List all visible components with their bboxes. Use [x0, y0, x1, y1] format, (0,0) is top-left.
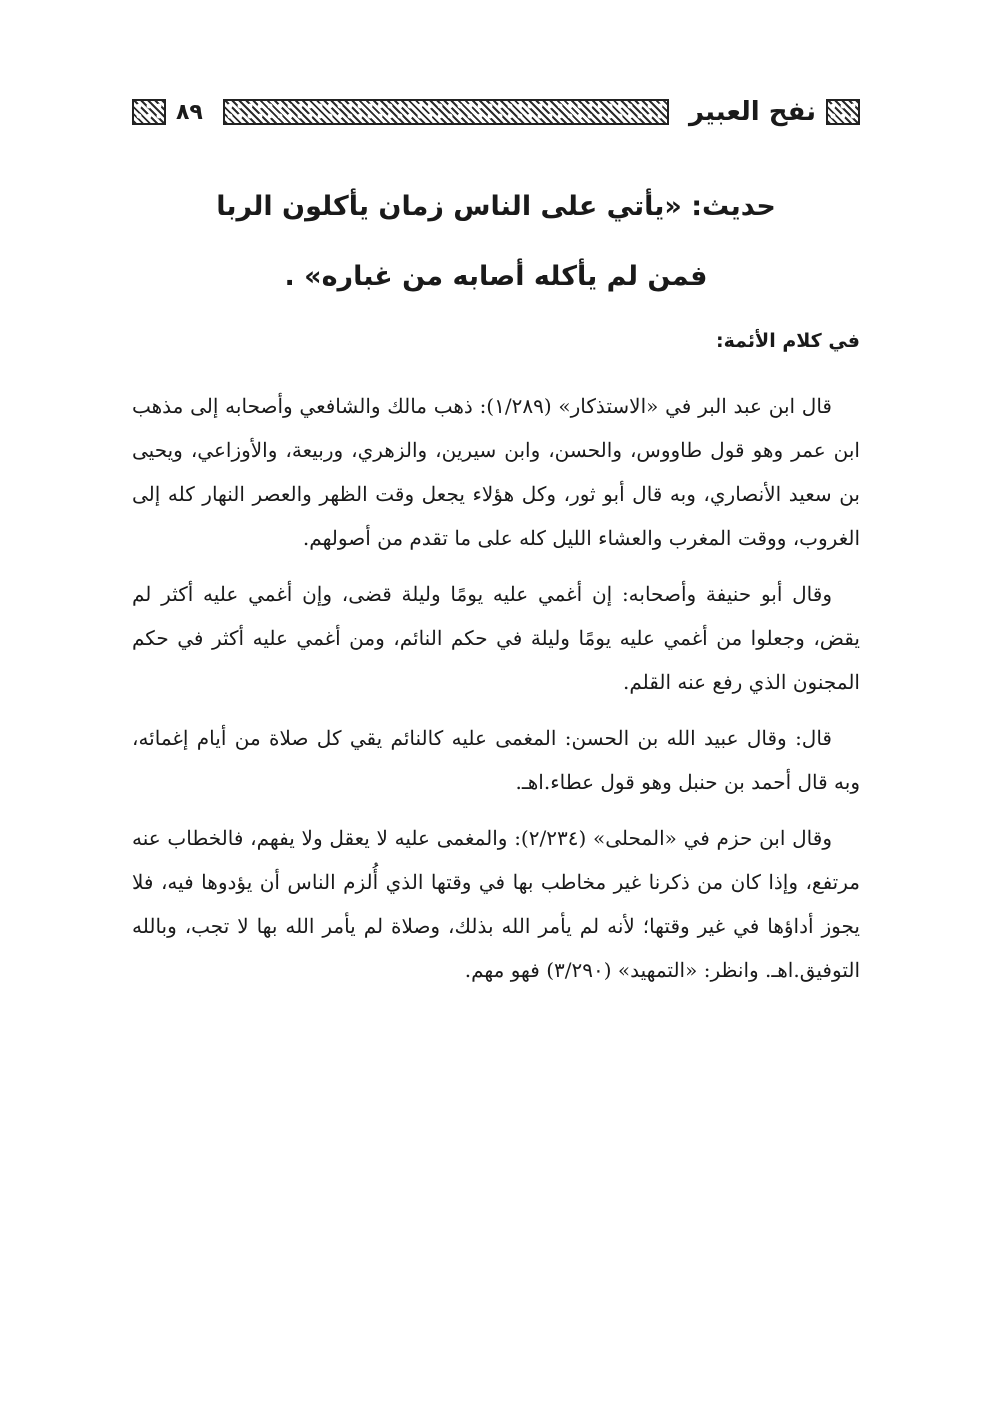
page-number: ٨٩	[176, 99, 203, 125]
book-title: نفح العبير	[688, 97, 816, 127]
paragraph-1: قال ابن عبد البر في «الاستذكار» (١/٢٨٩): ذهب مالك والشافعي وأصحابه إلى مذهب ابن عمر وهو قول طاووس، والحسن، وابن سيرين، والزهري، وربيعة، والأوزاعي، ويحيى بن سعيد الأنصاري، وبه قال أبو ثور، وكل هؤلاء يجعل وقت الظهر والعصر النهار كله إلى الغروب، ووقت المغرب والعشاء الليل كله على ما تقدم من أصولهم.	[132, 394, 860, 550]
section-label: في كلام الأئمة:	[716, 330, 860, 352]
paragraph-2: وقال أبو حنيفة وأصحابه: إن أغمي عليه يومًا وليلة قضى، وإن أغمي عليه أكثر لم يقض، وجعلوا من أغمي عليه يومًا وليلة في حكم النائم، ومن أغمي عليه أكثر في حكم المجنون الذي رفع عنه القلم.	[132, 582, 860, 694]
header-ornament-band	[223, 99, 669, 125]
paragraph-3: قال: وقال عبيد الله بن الحسن: المغمى عليه كالنائم يقي كل صلاة من أيام إغمائه، وبه قال أحمد بن حنبل وهو قول عطاء.اهـ.	[132, 726, 860, 794]
body-text	[132, 384, 860, 1004]
heading-line-2: فمن لم يأكله أصابه من غباره» .	[284, 261, 708, 292]
paragraph-4: وقال ابن حزم في «المحلى» (٢/٢٣٤): والمغمى عليه لا يعقل ولا يفهم، فالخطاب عنه مرتفع، وإذا كان من ذكرنا غير مخاطب بها في وقتها الذي أُلزم الناس أن يؤدوها فيه، فلا يجوز أداؤها في غير وقتها؛ لأنه لم يأمر الله بذلك، وصلاة لم يأمر الله بها لا تجب، وبالله التوفيق.اهـ. وانظر: «التمهيد» (٣/٢٩٠) فهو مهم.	[132, 826, 860, 982]
running-header	[132, 92, 860, 132]
header-ornament-left	[132, 99, 166, 125]
header-ornament-right	[826, 99, 860, 125]
heading-line-1: حديث: «يأتي على الناس زمان يأكلون الربا	[216, 191, 776, 222]
hadith-heading	[132, 172, 860, 312]
